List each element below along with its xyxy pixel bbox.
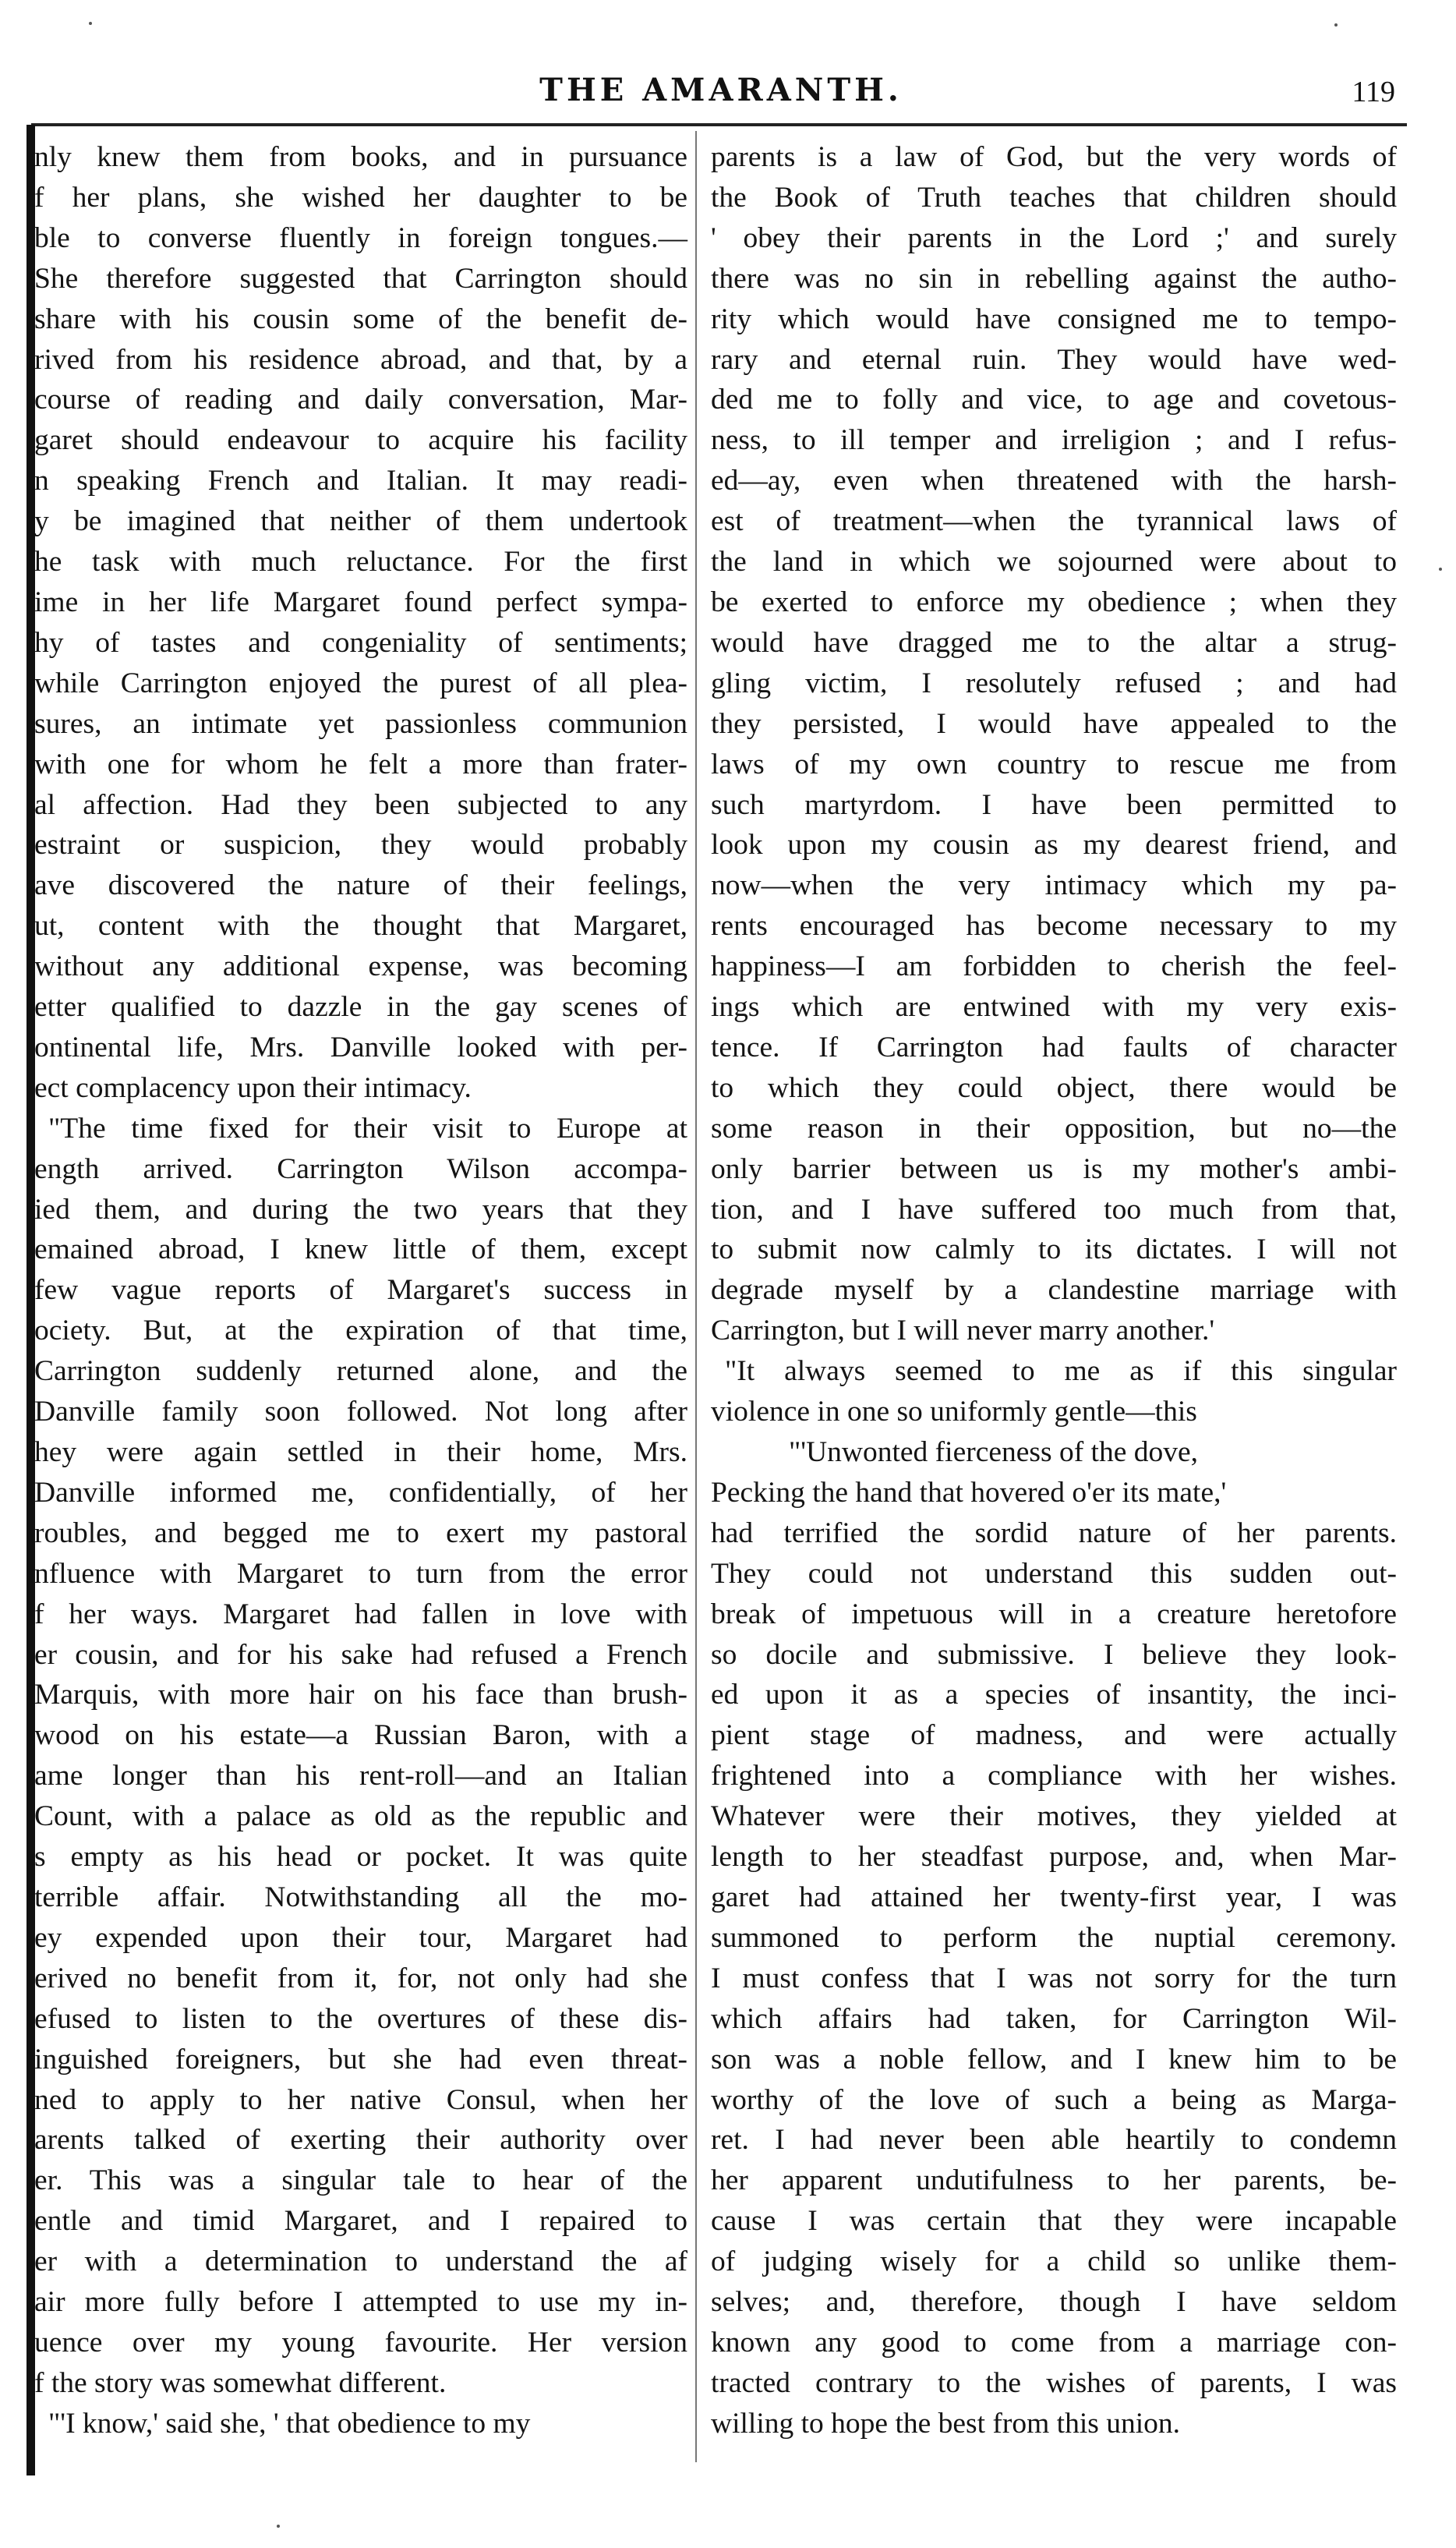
text-line: break of impetuous will in a creature heretofore: [711, 1598, 1397, 1630]
text-line: to which they could object, there would be: [711, 1071, 1397, 1104]
text-line: selves; and, therefore, though I have seldom: [711, 2286, 1397, 2319]
text-line: They could not understand this sudden out-: [711, 1557, 1397, 1590]
text-line: known any good to come from a marriage con-: [711, 2326, 1397, 2359]
text-line: ded me to folly and vice, to age and covetous-: [711, 384, 1397, 416]
text-line: hy of tastes and congeniality of sentiments;: [34, 626, 687, 659]
text-line: the Book of Truth teaches that children should: [711, 181, 1397, 214]
text-line: to submit now calmly to its dictates. I will not: [711, 1233, 1397, 1266]
text-line: ied them, and during the two years that they: [34, 1193, 687, 1226]
text-line: length to her steadfast purpose, and, when Mar-: [711, 1841, 1397, 1874]
text-line: her apparent undutifulness to her parents, be-: [711, 2164, 1397, 2197]
text-line: al affection. Had they been subjected to any: [34, 788, 687, 821]
print-speck: [1334, 23, 1338, 27]
text-line: Carrington suddenly returned alone, and the: [34, 1355, 687, 1388]
text-line: Whatever were their motives, they yielded at: [711, 1800, 1397, 1833]
text-line: tence. If Carrington had faults of character: [711, 1031, 1397, 1063]
text-line: frightened into a compliance with her wishes.: [711, 1760, 1397, 1792]
text-line: er with a determination to understand the af: [34, 2245, 687, 2278]
text-line: etter qualified to dazzle in the gay scenes of: [34, 991, 687, 1024]
text-line: Marquis, with more hair on his face than brush-: [34, 1679, 687, 1711]
text-line: arents talked of exerting their authority over: [34, 2124, 687, 2157]
text-line: look upon my cousin as my dearest friend, and: [711, 829, 1397, 862]
text-line: laws of my own country to rescue me from: [711, 748, 1397, 780]
text-line: ble to converse fluently in foreign tongues.—: [34, 221, 687, 254]
text-line: ed—ay, even when threatened with the harsh-: [711, 465, 1397, 497]
text-line: roubles, and begged me to exert my pastoral: [34, 1516, 687, 1549]
text-line: he task with much reluctance. For the first: [34, 546, 687, 579]
text-line: son was a noble fellow, and I knew him to be: [711, 2043, 1397, 2076]
text-line: efused to listen to the overtures of these dis-: [34, 2002, 687, 2035]
text-line: uence over my young favourite. Her version: [34, 2326, 687, 2359]
text-line: without any additional expense, was becoming: [34, 950, 687, 983]
text-line: wood on his estate—a Russian Baron, with a: [34, 1719, 687, 1752]
text-line: Carrington, but I will never marry another.': [711, 1315, 1215, 1347]
text-line: some reason in their opposition, but no—the: [711, 1112, 1397, 1145]
text-line: garet had attained her twenty-first year, I was: [711, 1881, 1397, 1913]
text-line: ness, to ill temper and irreligion ; and I refus-: [711, 424, 1397, 457]
text-line: tion, and I have suffered too much from that,: [711, 1193, 1397, 1226]
right-text-column: [711, 137, 1397, 2444]
text-line: ect complacency upon their intimacy.: [34, 1071, 472, 1104]
text-line: rived from his residence abroad, and that, by a: [34, 343, 687, 376]
text-line: rary and eternal ruin. They would have wed-: [711, 343, 1397, 376]
text-line: would have dragged me to the altar a strug-: [711, 626, 1397, 659]
column-divider: [695, 131, 697, 2462]
text-line: Count, with a palace as old as the republic and: [34, 1800, 687, 1833]
text-line: ength arrived. Carrington Wilson accompa-: [34, 1152, 687, 1185]
text-line: rents encouraged has become necessary to my: [711, 910, 1397, 943]
text-line: only barrier between us is my mother's ambi-: [711, 1152, 1397, 1185]
text-line: there was no sin in rebelling against the autho-: [711, 262, 1397, 295]
text-line: the land in which we sojourned were about to: [711, 546, 1397, 579]
text-line: ey expended upon their tour, Margaret had: [34, 1921, 687, 1954]
print-speck: [89, 22, 92, 25]
text-line: share with his cousin some of the benefit de-: [34, 303, 687, 335]
text-line: such martyrdom. I have been permitted to: [711, 788, 1397, 821]
text-line: s empty as his head or pocket. It was quite: [34, 1841, 687, 1874]
text-line: so docile and submissive. I believe they look-: [711, 1638, 1397, 1671]
text-line: ings which are entwined with my very exis-: [711, 991, 1397, 1024]
text-line: f her ways. Margaret had fallen in love with: [34, 1598, 687, 1630]
text-line: of judging wisely for a child so unlike them-: [711, 2245, 1397, 2278]
text-line: now—when the very intimacy which my pa-: [711, 869, 1397, 902]
text-line: Danville informed me, confidentially, of her: [34, 1476, 687, 1509]
text-line: course of reading and daily conversation, Mar-: [34, 384, 687, 416]
text-line: ' obey their parents in the Lord ;' and surely: [711, 221, 1397, 254]
text-line: ned to apply to her native Consul, when her: [34, 2083, 687, 2116]
header-rule: [31, 123, 1407, 126]
running-title: THE AMARANTH.: [539, 72, 903, 108]
text-line: summoned to perform the nuptial ceremony.: [711, 1921, 1397, 1954]
text-line: "The time fixed for their visit to Europe at: [48, 1112, 687, 1145]
text-line: "'Unwonted fierceness of the dove,: [789, 1436, 1199, 1468]
text-line: n speaking French and Italian. It may readi-: [34, 465, 687, 497]
text-line: f the story was somewhat different.: [34, 2366, 447, 2399]
text-line: estraint or suspicion, they would probably: [34, 829, 687, 862]
text-line: emained abroad, I knew little of them, except: [34, 1233, 687, 1266]
text-line: gling victim, I resolutely refused ; and had: [711, 667, 1397, 699]
text-line: garet should endeavour to acquire his facility: [34, 424, 687, 457]
text-line: "It always seemed to me as if this singular: [725, 1355, 1397, 1388]
left-text-column: [34, 137, 687, 2444]
text-line: tracted contrary to the wishes of parents, I was: [711, 2366, 1397, 2399]
text-line: which affairs had taken, for Carrington Wil-: [711, 2002, 1397, 2035]
text-line: Danville family soon followed. Not long after: [34, 1396, 687, 1428]
text-line: willing to hope the best from this union.: [711, 2407, 1181, 2440]
text-line: er cousin, and for his sake had refused a French: [34, 1638, 687, 1671]
text-line: degrade myself by a clandestine marriage with: [711, 1274, 1397, 1307]
text-line: rity which would have consigned me to tempo-: [711, 303, 1397, 335]
text-line: erived no benefit from it, for, not only had she: [34, 1962, 687, 1994]
page-number: 119: [1352, 76, 1395, 108]
text-line: ime in her life Margaret found perfect sympa-: [34, 586, 687, 618]
text-line: ret. I had never been able heartily to condemn: [711, 2124, 1397, 2157]
text-line: had terrified the sordid nature of her parents.: [711, 1516, 1397, 1549]
text-line: inguished foreigners, but she had even threat-: [34, 2043, 687, 2076]
text-line: y be imagined that neither of them undertook: [34, 505, 687, 538]
text-line: pient stage of madness, and were actually: [711, 1719, 1397, 1752]
text-line: they persisted, I would have appealed to the: [711, 707, 1397, 740]
text-line: happiness—I am forbidden to cherish the feel-: [711, 950, 1397, 983]
text-line: while Carrington enjoyed the purest of all plea-: [34, 667, 687, 699]
text-line: hey were again settled in their home, Mrs.: [34, 1436, 687, 1468]
text-line: cause I was certain that they were incapable: [711, 2205, 1397, 2238]
page-header: [31, 72, 1411, 119]
text-line: ontinental life, Mrs. Danville looked with per-: [34, 1031, 687, 1063]
text-line: be exerted to enforce my obedience ; when they: [711, 586, 1397, 618]
print-speck: [277, 2525, 280, 2528]
text-line: with one for whom he felt a more than frater-: [34, 748, 687, 780]
text-line: Pecking the hand that hovered o'er its mate,': [711, 1476, 1227, 1509]
text-line: I must confess that I was not sorry for the turn: [711, 1962, 1397, 1994]
text-line: terrible affair. Notwithstanding all the mo-: [34, 1881, 687, 1913]
text-line: air more fully before I attempted to use my in-: [34, 2286, 687, 2319]
text-line: parents is a law of God, but the very words of: [711, 141, 1397, 173]
text-line: worthy of the love of such a being as Marga-: [711, 2083, 1397, 2116]
text-line: ut, content with the thought that Margaret,: [34, 910, 687, 943]
text-line: ame longer than his rent-roll—and an Italian: [34, 1760, 687, 1792]
text-line: sures, an intimate yet passionless communion: [34, 707, 687, 740]
text-line: ave discovered the nature of their feelings,: [34, 869, 687, 902]
text-line: ed upon it as a species of insantity, the inci-: [711, 1679, 1397, 1711]
text-line: nly knew them from books, and in pursuance: [34, 141, 687, 173]
text-line: nfluence with Margaret to turn from the error: [34, 1557, 687, 1590]
text-line: er. This was a singular tale to hear of the: [34, 2164, 687, 2197]
text-line: f her plans, she wished her daughter to be: [34, 181, 687, 214]
text-line: "'I know,' said she, ' that obedience to my: [48, 2407, 531, 2440]
text-line: violence in one so uniformly gentle—this: [711, 1396, 1197, 1428]
print-speck: [1439, 568, 1442, 571]
text-line: entle and timid Margaret, and I repaired to: [34, 2205, 687, 2238]
text-line: est of treatment—when the tyrannical laws of: [711, 505, 1397, 538]
text-line: She therefore suggested that Carrington should: [34, 262, 687, 295]
text-line: few vague reports of Margaret's success in: [34, 1274, 687, 1307]
text-line: ociety. But, at the expiration of that time,: [34, 1315, 687, 1347]
